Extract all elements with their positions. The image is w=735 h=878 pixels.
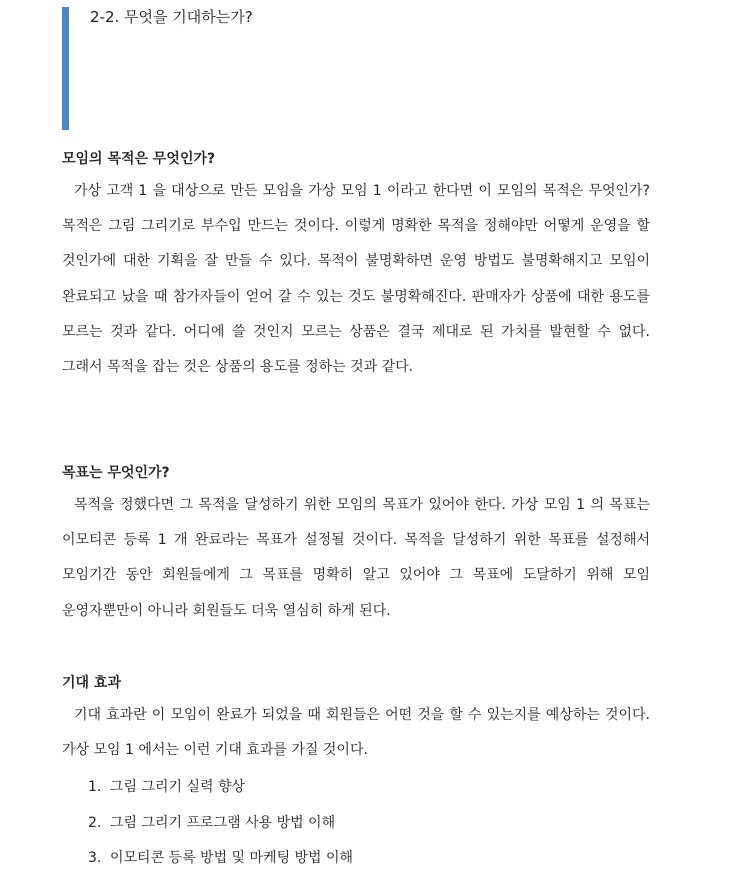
effect-paragraph bbox=[62, 698, 650, 768]
effect-list bbox=[88, 770, 353, 877]
list-item-number: 3. bbox=[88, 850, 102, 867]
purpose-paragraph bbox=[62, 174, 650, 385]
purpose-heading: 모임의 목적은 무엇인가? bbox=[62, 151, 216, 167]
list-item-text: 그림 그리기 실력 향상 bbox=[110, 779, 246, 795]
list-item bbox=[88, 770, 353, 806]
list-item-text: 이모티콘 등록 방법 및 마케팅 방법 이해 bbox=[110, 850, 354, 867]
goal-paragraph bbox=[62, 488, 650, 629]
section-title: 2-2. 무엇을 기대하는가? bbox=[90, 8, 253, 26]
list-item-number: 1. bbox=[88, 779, 102, 795]
list-item-number: 2. bbox=[88, 814, 102, 831]
list-item bbox=[88, 841, 353, 877]
effect-heading: 기대 효과 bbox=[62, 675, 121, 691]
goal-heading: 목표는 무엇인가? bbox=[62, 465, 170, 481]
effect-text: 기대 효과란 이 모임이 완료가 되었을 때 회원들은 어떤 것을 할 수 있는지를 예상하는 것이다. 가상 모임 1 에서는 이런 기대 효과를 가질 것이다. bbox=[62, 707, 650, 759]
list-item-text: 그림 그리기 프로그램 사용 방법 이해 bbox=[110, 814, 336, 831]
section-bar bbox=[62, 7, 69, 130]
goal-text: 목적을 정했다면 그 목적을 달성하기 위한 모임의 목표가 있어야 한다. 가상 모임 1 의 목표는 이모티콘 등록 1 개 완료라는 목표가 설정될 것이다. 목적을 달성하기 위한 목표를 설정해서 모임기간 동안 회원들에게 그 목표를 명확히 알고 있어야 그 목표에 도달하기 위해 모임 운영자뿐만이 아니라 회원들도 더욱 열심히 하게 된다. bbox=[62, 497, 650, 619]
list-item bbox=[88, 806, 353, 842]
purpose-text: 가상 고객 1 을 대상으로 만든 모임을 가상 모임 1 이라고 한다면 이 모임의 목적은 무엇인가? 목적은 그림 그리기로 부수입 만드는 것이다. 이렇게 명확한 목적을 정해야만 어떻게 운영을 할 것인가에 대한 기획을 잘 만들 수 있다. 목적이 불명확하면 운영 방법도 불명확해지고 모임이 완료되고 났을 때 참가자들이 얻어 갈 수 있는 것도 불명확해진다. 판매자가 상품에 대한 용도를 모르는 것과 같다. 어디에 쓸 것인지 모르는 상품은 결국 제대로 된 가치를 발현할 수 없다. 그래서 목적을 잡는 것은 상품의 용도를 정하는 것과 같다. bbox=[62, 183, 650, 376]
